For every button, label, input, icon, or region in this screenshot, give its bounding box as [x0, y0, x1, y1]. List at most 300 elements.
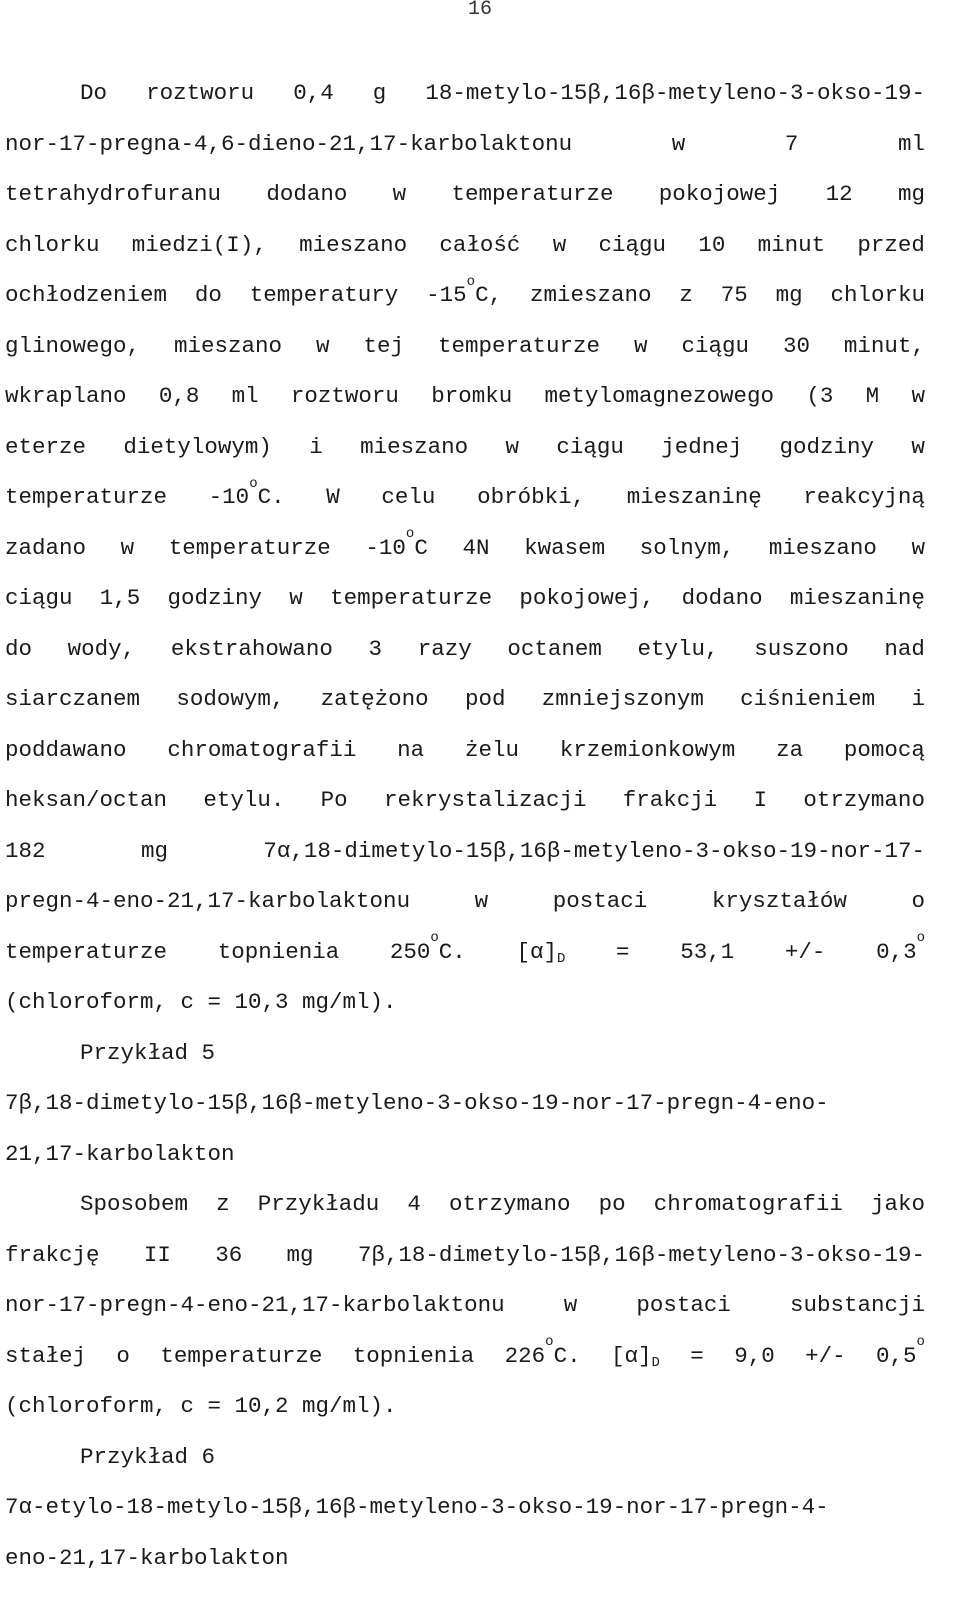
text-segment: ciśnieniem — [740, 686, 876, 712]
text-segment: metylomagnezowego — [544, 383, 775, 409]
text-line — [5, 177, 925, 211]
text-segment: temperaturze — [451, 181, 614, 207]
word — [681, 329, 749, 363]
word — [263, 834, 925, 868]
text-segment: mg — [775, 282, 803, 308]
text-segment: ciągu — [556, 433, 624, 460]
text-segment: jako — [870, 1191, 925, 1217]
text-segment: frakcję — [5, 1241, 100, 1268]
superscript: o — [466, 273, 476, 290]
word — [80, 1444, 215, 1470]
text-segment: C, — [475, 282, 503, 308]
word — [776, 733, 803, 767]
subscript: D — [556, 950, 566, 967]
text-segment: I — [753, 787, 768, 813]
text-line — [5, 76, 925, 110]
text-segment: solnym, — [639, 534, 735, 561]
text-segment: kryształów — [711, 888, 847, 914]
text-segment: 7 — [784, 130, 799, 157]
word — [857, 228, 925, 262]
text-segment: -10 — [208, 484, 250, 510]
text-line — [5, 430, 925, 464]
text-segment: 4N — [462, 534, 490, 561]
text-line — [5, 1440, 925, 1474]
text-segment: topnienia — [352, 1342, 475, 1369]
text-segment: roztworu — [146, 80, 255, 106]
text-segment: C. — [438, 938, 466, 965]
text-line — [5, 733, 925, 767]
word — [449, 1187, 571, 1221]
text-segment: dodano — [681, 585, 763, 611]
word — [5, 379, 127, 413]
word — [616, 935, 630, 969]
text-segment: pomocą — [843, 736, 925, 763]
text-segment: temperaturze — [330, 585, 493, 611]
text-segment: 21,17-karbolakton — [5, 1140, 235, 1167]
text-segment: zmieszano — [529, 282, 652, 308]
text-line — [5, 1288, 925, 1322]
word — [505, 430, 519, 464]
word — [216, 1187, 230, 1221]
text-segment: wody, — [67, 635, 136, 662]
text-segment: dodano — [266, 181, 348, 207]
text-segment: o — [911, 888, 925, 914]
word — [169, 531, 331, 565]
word — [397, 733, 424, 767]
text-line — [5, 526, 925, 565]
text-segment: chlorku — [5, 231, 100, 258]
word — [5, 430, 86, 464]
text-segment: roztworu — [290, 383, 399, 409]
text-segment: heksan/octan — [5, 787, 168, 813]
text-segment: = — [690, 1342, 704, 1369]
word — [291, 379, 399, 413]
word — [5, 480, 167, 514]
text-segment: mieszaninę — [626, 484, 762, 510]
word — [215, 1238, 242, 1272]
word — [418, 632, 472, 666]
text-segment: -10 — [365, 534, 406, 561]
text-segment: -15 — [426, 282, 467, 308]
word — [721, 278, 748, 312]
word — [911, 682, 925, 716]
text-segment: 18-metylo-15β,16β-metyleno-3-okso-19- — [425, 80, 925, 106]
text-segment: eno-21,17-karbolakton — [5, 1544, 289, 1571]
text-segment: C. — [257, 484, 285, 510]
text-segment: [α] — [516, 938, 557, 965]
word — [5, 1288, 505, 1322]
text-segment: nor-17-pregn-4-eno-21,17-karbolaktonu — [5, 1292, 505, 1318]
text-segment: minut — [757, 231, 826, 258]
text-segment: Przykładu — [257, 1191, 380, 1217]
text-segment: w — [633, 332, 648, 359]
word — [634, 329, 648, 363]
text-segment: glinowego, — [5, 332, 141, 359]
word — [5, 935, 167, 969]
word — [911, 379, 925, 413]
word — [623, 783, 718, 817]
word — [330, 581, 492, 615]
text-segment: Przykład 6 — [80, 1443, 216, 1470]
text-segment: w — [671, 130, 686, 157]
word — [425, 76, 925, 110]
text-segment: chlorku — [830, 282, 925, 308]
text-segment: w — [563, 1292, 578, 1318]
text-segment: ochłodzeniem — [5, 282, 168, 308]
text-segment: do — [5, 635, 33, 662]
text-segment: i — [911, 686, 925, 712]
text-segment: z — [679, 282, 693, 308]
word — [871, 1187, 925, 1221]
text-segment: pokojowej, — [519, 585, 655, 611]
text-segment: Sposobem — [80, 1191, 189, 1217]
text-segment: 3 — [368, 635, 383, 662]
word — [132, 228, 267, 262]
word — [5, 127, 572, 161]
word — [5, 1494, 829, 1520]
text-segment: 53,1 — [680, 938, 735, 965]
word — [5, 329, 140, 363]
word — [507, 632, 602, 666]
text-segment: chromatografii — [167, 736, 357, 763]
word — [530, 278, 652, 312]
word — [159, 379, 200, 413]
word — [560, 733, 736, 767]
subscript: D — [651, 1354, 660, 1371]
text-segment: C. — [553, 1342, 581, 1369]
word — [803, 480, 925, 514]
word — [438, 329, 600, 363]
text-segment: siarczanem — [5, 686, 141, 712]
word — [5, 884, 410, 918]
text-segment: 7β,18-dimetylo-15β,16β-metyleno-3-okso-19- — [357, 1241, 925, 1268]
text-line — [5, 985, 925, 1019]
text-segment: za — [776, 736, 804, 763]
text-segment: frakcji — [622, 787, 718, 813]
word — [844, 329, 925, 363]
word — [287, 1238, 314, 1272]
word — [5, 1090, 829, 1116]
text-segment: na — [397, 736, 425, 763]
word — [640, 531, 735, 565]
text-segment: w — [911, 534, 925, 561]
text-line — [5, 930, 925, 969]
text-segment: pregn-4-eno-21,17-karbolaktonu — [5, 888, 411, 914]
text-segment: krzemionkowym — [559, 736, 736, 763]
word — [911, 531, 925, 565]
text-segment: topnienia — [217, 938, 340, 965]
word — [790, 1288, 925, 1322]
text-segment: Do — [80, 80, 108, 106]
word — [5, 783, 167, 817]
text-segment: temperaturze — [5, 484, 168, 510]
word — [5, 1238, 100, 1272]
text-segment: bromku — [431, 383, 513, 409]
word — [627, 480, 762, 514]
text-segment: II — [143, 1241, 171, 1268]
word — [780, 430, 875, 464]
word — [146, 76, 254, 110]
word — [564, 1288, 578, 1322]
text-segment: poddawano — [5, 736, 127, 763]
text-line — [5, 1187, 925, 1221]
word — [803, 783, 925, 817]
text-line — [5, 1238, 925, 1272]
text-segment: 12 — [825, 181, 853, 207]
word — [553, 884, 648, 918]
word — [258, 1187, 380, 1221]
text-segment: kwasem — [524, 534, 606, 561]
text-segment: zadano — [5, 534, 87, 561]
text-segment: rekrystalizacji — [383, 787, 587, 813]
word — [654, 1187, 843, 1221]
text-line — [5, 379, 925, 413]
word — [393, 177, 407, 211]
text-segment: otrzymano — [449, 1191, 571, 1217]
text-line — [5, 127, 925, 161]
text-segment: ciągu — [681, 332, 749, 359]
word — [5, 228, 100, 262]
text-line — [5, 834, 925, 868]
text-line — [5, 632, 925, 666]
text-segment: nor-17-pregna-4,6-dieno-21,17-karbolaktonu — [5, 130, 573, 157]
text-line — [5, 1490, 925, 1524]
word — [516, 935, 565, 969]
text-segment: ml — [897, 130, 925, 157]
text-segment: W — [326, 484, 340, 510]
word — [805, 1339, 846, 1373]
text-segment: o — [116, 1342, 130, 1369]
word — [542, 682, 704, 716]
text-line — [5, 581, 925, 615]
text-line — [5, 475, 925, 514]
text-segment: temperaturze — [5, 938, 168, 965]
word — [785, 127, 799, 161]
text-line — [5, 273, 925, 312]
text-segment: pod — [464, 686, 506, 712]
text-segment: substancji — [789, 1292, 925, 1318]
word — [5, 177, 221, 211]
word — [876, 1334, 925, 1373]
word — [636, 1288, 731, 1322]
word — [144, 1238, 171, 1272]
text-segment: temperatury — [249, 282, 399, 308]
word — [5, 1393, 397, 1419]
word — [682, 581, 763, 615]
word — [524, 531, 605, 565]
text-segment: zmniejszonym — [541, 686, 704, 712]
word — [734, 1339, 775, 1373]
word — [171, 632, 333, 666]
superscript: o — [249, 475, 258, 492]
word — [5, 682, 140, 716]
text-segment: mg — [140, 837, 168, 864]
word — [659, 177, 781, 211]
word — [776, 278, 803, 312]
word — [898, 127, 925, 161]
text-line — [5, 1086, 925, 1120]
word — [100, 581, 141, 615]
word — [826, 177, 853, 211]
text-segment: przed — [857, 231, 925, 258]
word — [785, 935, 826, 969]
word — [266, 177, 347, 211]
text-line — [5, 1389, 925, 1423]
word — [740, 682, 875, 716]
text-segment: miedzi(I), — [131, 231, 267, 258]
text-segment: ekstrahowano — [170, 635, 333, 662]
word — [168, 581, 263, 615]
text-segment: mieszano — [360, 433, 469, 460]
word — [769, 531, 877, 565]
word — [373, 76, 387, 110]
text-segment: w — [552, 231, 567, 258]
text-segment: mg — [286, 1241, 314, 1268]
word — [661, 430, 742, 464]
word — [250, 278, 399, 312]
word — [5, 278, 167, 312]
text-segment: suszono — [754, 635, 849, 662]
text-segment: etylu. — [203, 787, 285, 813]
word — [381, 480, 435, 514]
word — [176, 682, 284, 716]
text-segment: C — [414, 534, 428, 561]
text-segment: 4 — [407, 1191, 421, 1217]
word — [830, 278, 925, 312]
word — [358, 1238, 925, 1272]
text-segment: [α] — [610, 1342, 652, 1369]
word — [160, 1339, 322, 1373]
word — [866, 379, 880, 413]
word — [80, 76, 107, 110]
word — [680, 935, 734, 969]
word — [321, 783, 348, 817]
text-segment: +/- — [784, 938, 826, 965]
word — [389, 930, 466, 969]
word — [712, 884, 847, 918]
word — [321, 682, 429, 716]
text-segment: temperaturze — [160, 1342, 323, 1369]
text-segment: mg — [897, 181, 925, 207]
word — [475, 884, 489, 918]
word — [5, 1339, 86, 1373]
word — [407, 1187, 421, 1221]
word — [203, 783, 284, 817]
text-segment: minut, — [843, 332, 925, 359]
text-segment: wkraplano — [5, 383, 127, 409]
word — [5, 834, 46, 868]
text-segment: etylu, — [637, 635, 719, 662]
word — [465, 682, 506, 716]
text-segment: mieszano — [768, 534, 877, 561]
text-segment: z — [216, 1191, 230, 1217]
word — [599, 228, 667, 262]
text-segment: Przykład 5 — [80, 1039, 216, 1066]
word — [363, 329, 404, 363]
text-segment: = — [616, 938, 630, 965]
text-segment: w — [289, 585, 303, 611]
word — [174, 329, 282, 363]
superscript: o — [405, 526, 415, 542]
text-segment: zatężono — [320, 686, 429, 712]
text-segment: 7β,18-dimetylo-15β,16β-metyleno-3-okso-19-nor-17-pregn-4-eno- — [5, 1090, 829, 1116]
word — [754, 783, 768, 817]
text-segment: ml — [231, 383, 259, 409]
word — [5, 989, 397, 1015]
text-line — [5, 228, 925, 262]
word — [167, 733, 356, 767]
word — [754, 632, 849, 666]
text-line — [5, 1137, 925, 1171]
word — [790, 581, 925, 615]
superscript: o — [545, 1334, 554, 1350]
word — [783, 329, 810, 363]
word — [758, 228, 826, 262]
text-segment: 9,0 — [734, 1342, 775, 1369]
word — [5, 531, 86, 565]
text-segment: w — [474, 888, 489, 914]
word — [141, 834, 168, 868]
text-segment: sodowym, — [176, 686, 285, 712]
text-segment: postaci — [552, 888, 648, 914]
text-segment: pokojowej — [658, 181, 781, 207]
text-segment: (chloroform, c = 10,3 mg/ml). — [5, 989, 397, 1015]
word — [68, 632, 136, 666]
text-segment: w — [392, 181, 407, 207]
text-segment: ciągu — [5, 585, 73, 611]
word — [611, 1339, 660, 1373]
text-segment: postaci — [636, 1292, 731, 1318]
word — [504, 1334, 581, 1373]
text-segment: 36 — [215, 1241, 243, 1268]
text-segment: 226 — [504, 1342, 546, 1369]
text-segment: godziny — [167, 585, 263, 611]
text-segment: 10 — [698, 231, 726, 258]
word — [360, 430, 468, 464]
word — [353, 1339, 475, 1373]
word — [884, 632, 925, 666]
word — [876, 930, 925, 969]
word — [365, 526, 428, 565]
word — [384, 783, 587, 817]
text-line — [5, 1541, 925, 1575]
superscript: o — [430, 930, 439, 946]
text-segment: 0,4 — [293, 80, 334, 106]
word — [465, 733, 519, 767]
word — [638, 632, 719, 666]
text-segment: otrzymano — [803, 787, 925, 813]
word — [477, 480, 585, 514]
text-segment: (chloroform, c = 10,2 mg/ml). — [5, 1393, 397, 1419]
text-segment: 250 — [389, 938, 431, 965]
text-segment: reakcyjną — [803, 484, 925, 510]
text-segment: 0,5 — [876, 1342, 917, 1369]
text-segment: jednej — [661, 433, 743, 460]
text-segment: (3 — [806, 383, 834, 409]
text-segment: w — [911, 433, 925, 460]
text-segment: 182 — [5, 837, 46, 864]
word — [556, 430, 624, 464]
text-segment: w — [505, 433, 519, 460]
superscript: o — [916, 930, 925, 946]
text-segment: stałej — [5, 1342, 87, 1369]
word — [123, 430, 272, 464]
text-segment: mieszano — [299, 231, 408, 258]
word — [326, 480, 340, 514]
text-segment: 0,3 — [876, 938, 917, 965]
text-segment: M — [865, 383, 880, 409]
word — [426, 273, 503, 312]
